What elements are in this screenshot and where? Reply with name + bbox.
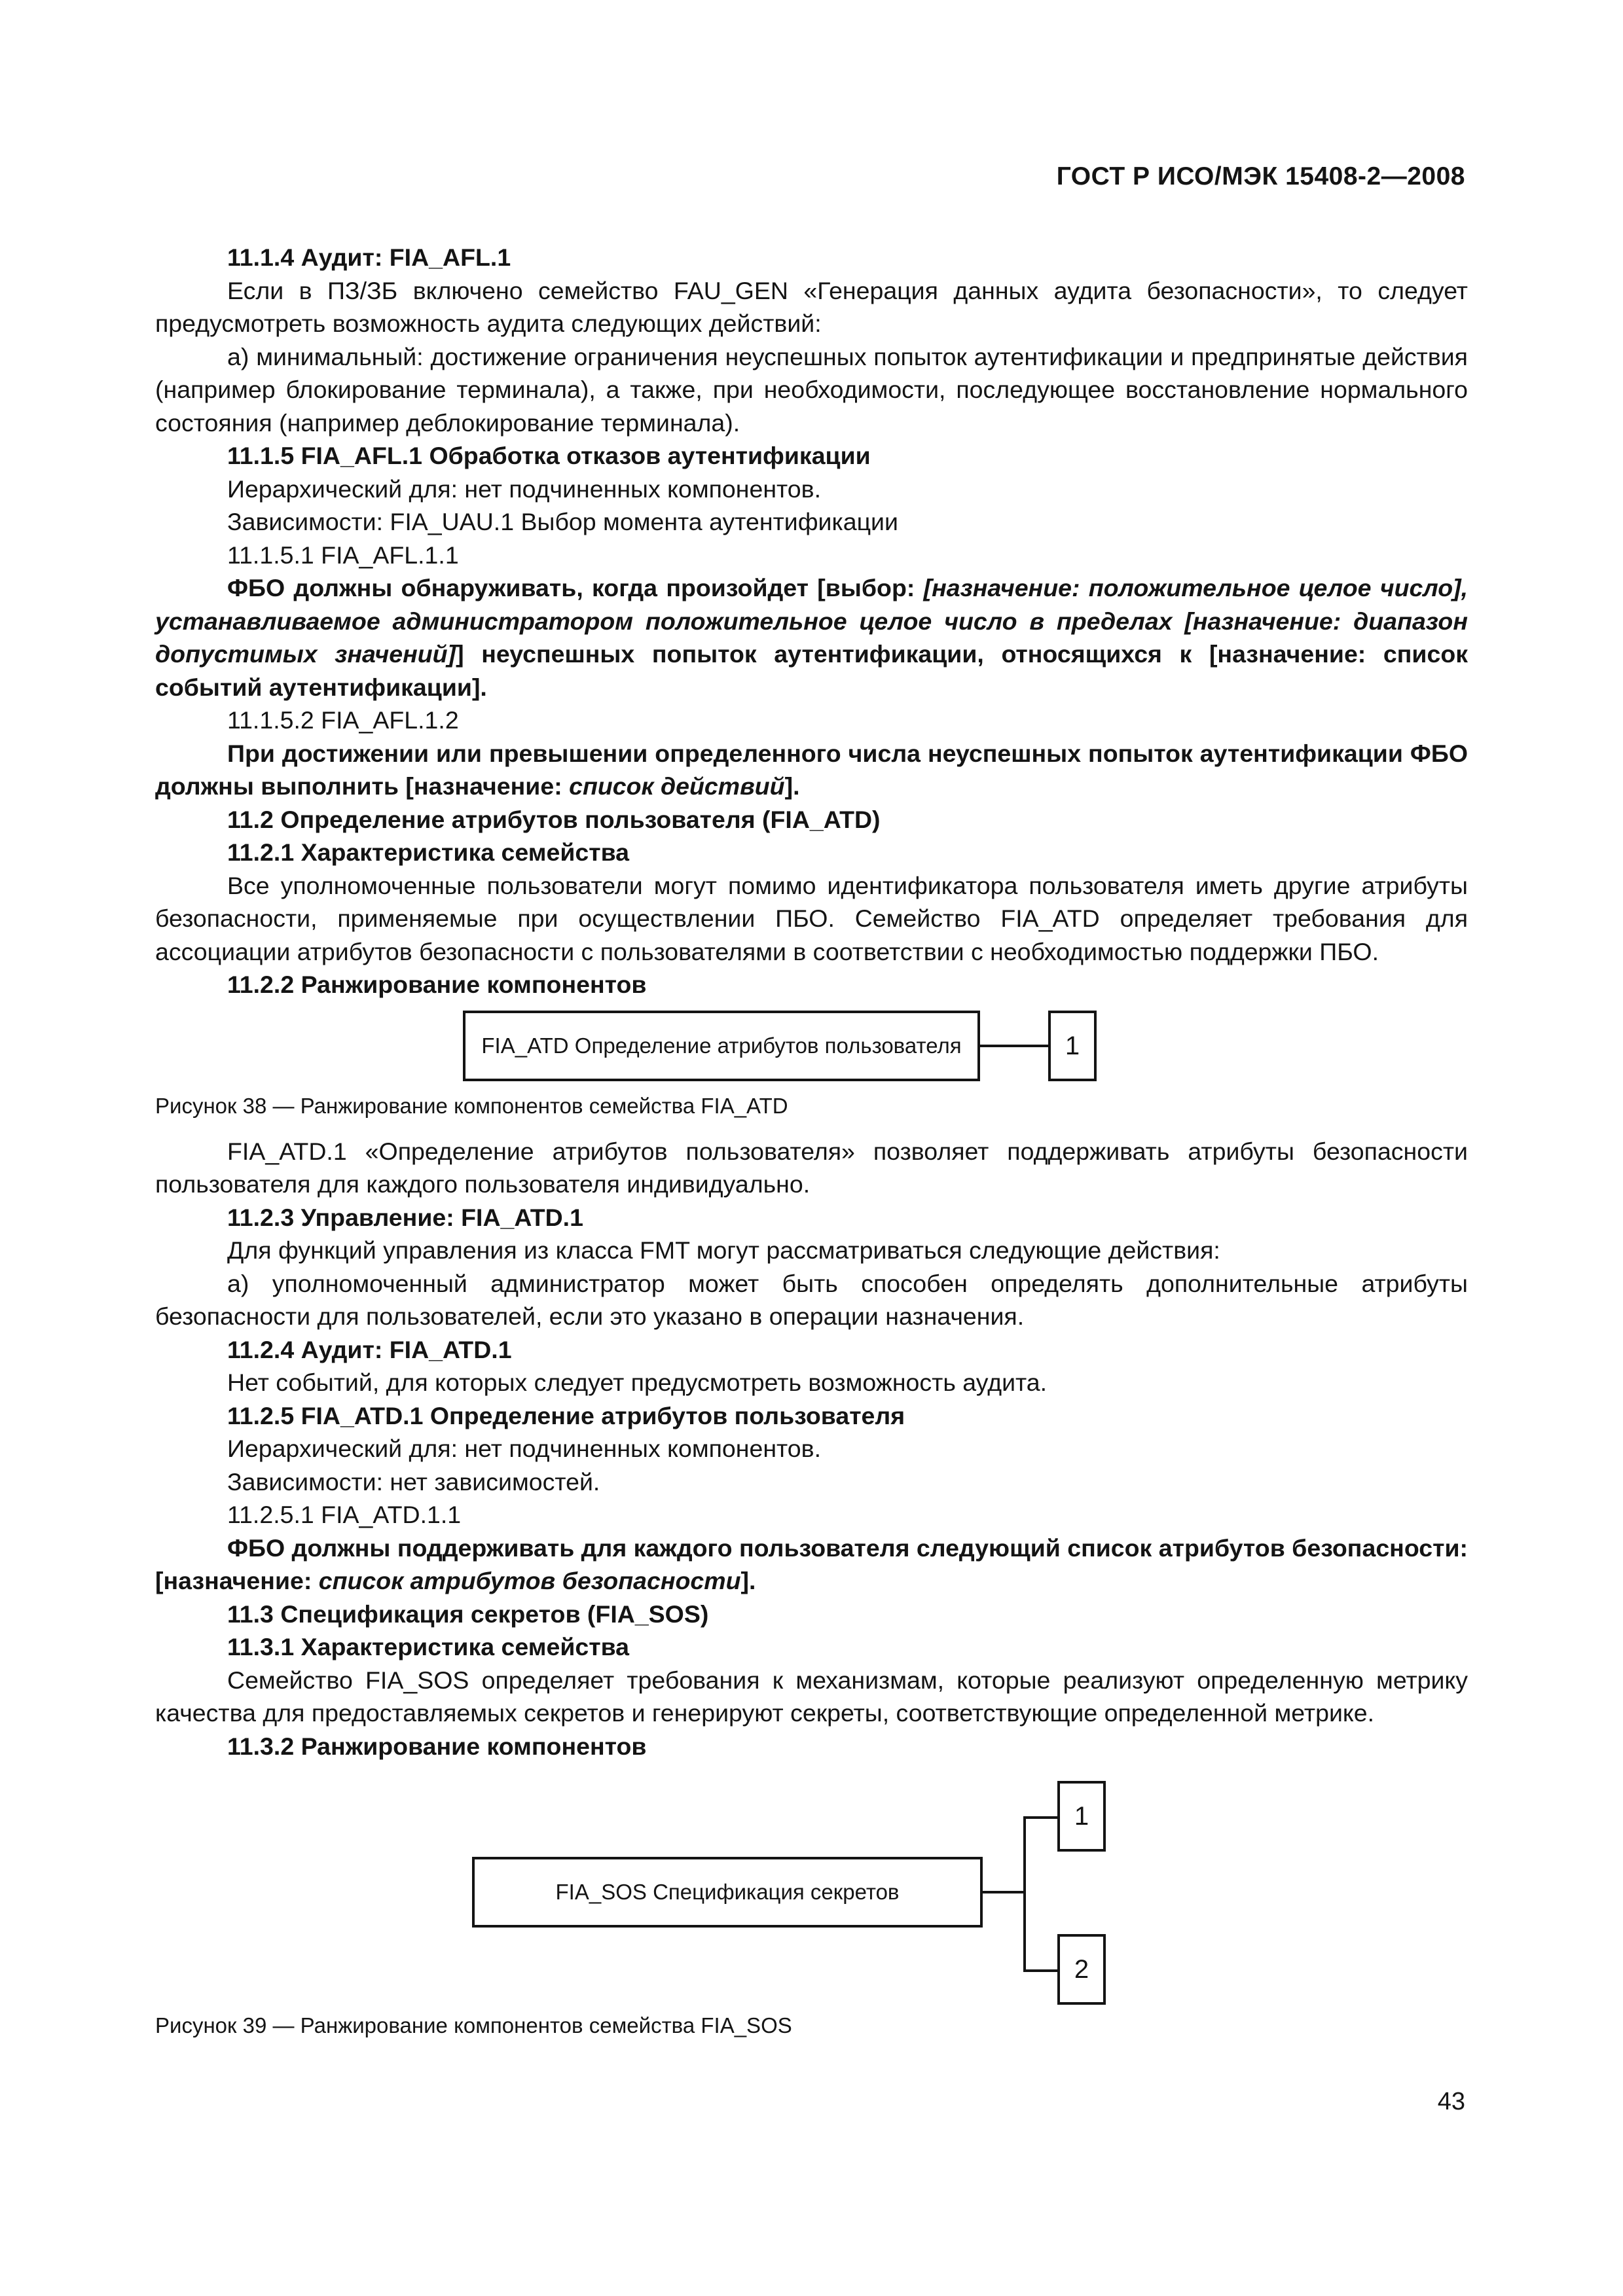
paragraph: Зависимости: FIA_UAU.1 Выбор момента аутентификации (227, 508, 898, 535)
requirement-part: ФБО должны обнаруживать, когда произойдет [выбор: (227, 574, 924, 601)
component-2-label: 2 (1074, 1955, 1089, 1984)
connector-branch (1023, 1816, 1057, 1819)
section-heading: 11.2.2 Ранжирование компонентов (227, 971, 647, 998)
document-header: ГОСТ Р ИСО/МЭК 15408-2—2008 (1056, 162, 1465, 190)
connector-trunk (1023, 1816, 1026, 1972)
requirement-text (155, 1532, 1468, 1598)
requirement-part: ]. (740, 1567, 756, 1594)
requirement-italic: список действий (569, 772, 785, 800)
element-id: 11.1.5.1 FIA_AFL.1.1 (227, 541, 459, 569)
component-1-label: 1 (1065, 1031, 1080, 1060)
section-heading: 11.1.4 Аудит: FIA_AFL.1 (227, 243, 511, 271)
fia-atd-box-label: FIA_ATD Определение атрибутов пользователя (481, 1033, 962, 1058)
requirement-italic: список атрибутов безопасности (318, 1567, 741, 1594)
connector-line (983, 1891, 1025, 1893)
page-content (155, 241, 1468, 2040)
section-heading: 11.1.5 FIA_AFL.1 Обработка отказов аутентификации (227, 442, 871, 469)
paragraph: а) минимальный: достижение ограничения неуспешных попыток аутентификации и предпринятые действия (например блокирование терминала), а также, при необходимости, последующее восстановление нормального состояния (например деблокирование терминала). (155, 342, 1468, 437)
requirement-part: ]. (784, 772, 800, 800)
requirement-text (155, 737, 1468, 803)
requirement-part: ] неуспешных попыток аутентификации, относящихся к [назначение: список событий аутентификации]. (155, 640, 1468, 701)
element-id: 11.2.5.1 FIA_ATD.1.1 (227, 1501, 462, 1528)
section-heading: 11.2.1 Характеристика семейства (227, 838, 630, 866)
requirement-part: ФБО должны поддерживать для каждого пользователя следующий список атрибутов безопасности: [назначение: (155, 1534, 1468, 1594)
paragraph: Для функций управления из класса FMT могут рассматриваться следующие действия: (227, 1236, 1220, 1264)
section-heading: 11.3 Спецификация секретов (FIA_SOS) (227, 1600, 709, 1628)
element-id: 11.1.5.2 FIA_AFL.1.2 (227, 706, 459, 734)
page-number: 43 (1437, 2088, 1465, 2115)
paragraph: Семейство FIA_SOS определяет требования к механизмам, которые реализуют определенную метрику качества для предоставляемых секретов и генерируют секреты, соответствующие определенной метрике. (155, 1666, 1468, 1727)
paragraph: Нет событий, для которых следует предусмотреть возможность аудита. (227, 1369, 1048, 1396)
paragraph: Если в ПЗ/ЗБ включено семейство FAU_GEN «Генерация данных аудита безопасности», то следует предусмотреть возможность аудита следующих действий: (155, 276, 1468, 337)
paragraph: Зависимости: нет зависимостей. (227, 1467, 600, 1496)
requirement-part: При достижении или превышении определенного числа неуспешных попыток аутентификации ФБО должны выполнить [назначение: (155, 739, 1468, 800)
paragraph: а) уполномоченный администратор может быть способен определять дополнительные атрибуты безопасности для пользователей, если это указано в операции назначения. (155, 1269, 1468, 1330)
section-heading: 11.2.5 FIA_ATD.1 Определение атрибутов пользователя (227, 1401, 905, 1429)
section-heading: 11.3.1 Характеристика семейства (227, 1633, 630, 1660)
fia-atd-box (463, 1011, 980, 1081)
paragraph: FIA_ATD.1 «Определение атрибутов пользователя» позволяет поддерживать атрибуты безопасности пользователя для каждого пользователя индивидуально. (155, 1137, 1468, 1198)
component-1-label: 1 (1074, 1802, 1089, 1831)
section-heading: 11.3.2 Ранжирование компонентов (227, 1732, 647, 1760)
paragraph: Иерархический для: нет подчиненных компонентов. (227, 475, 821, 503)
requirement-italic: [назначение: положительное целое число], устанавливаемое администратором положительное целое число в пределах [назначение: диапазон допустимых значений] (155, 574, 1468, 668)
section-heading: 11.2.4 Аудит: FIA_ATD.1 (227, 1335, 512, 1363)
figure-38-caption: Рисунок 38 — Ранжирование компонентов семейства FIA_ATD (155, 1093, 788, 1118)
section-heading: 11.2 Определение атрибутов пользователя (FIA_ATD) (227, 805, 881, 833)
section-heading: 11.2.3 Управление: FIA_ATD.1 (227, 1203, 583, 1231)
figure-39-caption: Рисунок 39 — Ранжирование компонентов семейства FIA_SOS (155, 2013, 792, 2037)
figure-38 (155, 1011, 1468, 1092)
component-1-box (1048, 1011, 1097, 1081)
fia-sos-box (472, 1857, 983, 1928)
requirement-text (155, 571, 1468, 704)
connector-branch (1023, 1969, 1057, 1972)
component-1-box (1057, 1781, 1106, 1852)
component-2-box (1057, 1934, 1106, 2005)
connector-line (980, 1045, 1048, 1047)
paragraph: Все уполномоченные пользователи могут помимо идентификатора пользователя иметь другие атрибуты безопасности, применяемые при осуществлении ПБО. Семейство FIA_ATD определяет требования для ассоциации атрибутов безопасности с пользователями в соответствии с необходимостью поддержки ПБО. (155, 871, 1468, 965)
paragraph: Иерархический для: нет подчиненных компонентов. (227, 1435, 821, 1462)
figure-39 (155, 1776, 1468, 1998)
fia-sos-box-label: FIA_SOS Спецификация секретов (555, 1880, 900, 1904)
